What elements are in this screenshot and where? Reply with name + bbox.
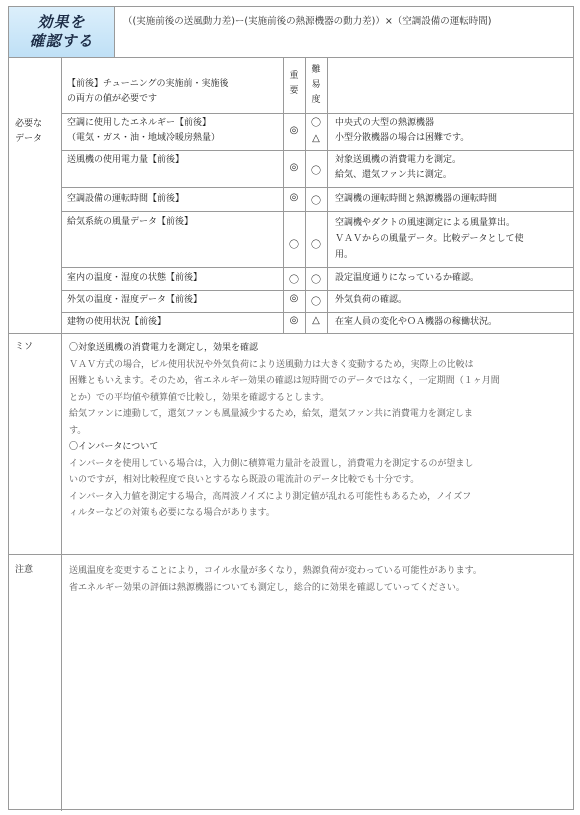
table-row-note: 中央式の大型の熱源機器 小型分散機器の場合は困難です。 [335,118,470,143]
importance-header: 重 要 [289,71,299,96]
table-row-note: 在室人員の変化やＯＡ機器の稼働状況。 [335,317,498,327]
caution-line: 送風温度を変更することにより，コイル水量が多くなり，熱源負荷が変わっている可能性があります。 [69,566,482,576]
table-row-note: 外気負荷の確認。 [335,295,408,305]
miso-line: 給気ファンに連動して，還気ファンも風量減少するため，給気，還気ファン共に消費電力を測定しま [69,409,473,419]
difficulty-mark: 〇 [311,297,321,308]
table-row-note: 空調機の運転時間と熱源機器の運転時間 [335,194,498,204]
table-row-item: 建物の使用状況【前後】 [67,317,167,327]
header-band [9,7,573,58]
miso-line: 〇インバータについて [69,442,159,452]
miso-line: いのですが，相対比較程度で良いとするなら既設の電流計のデータ比較でも十分です。 [69,475,420,485]
caution-body [69,563,569,596]
miso-line: ＶＡＶ方式の場合，ビル使用状況や外気負荷により送風動力は大きく変動するため，実際上の比較は [69,359,474,370]
miso-line: 困難ともいえます。そのため，省エネルギー効果の確認は短時間でのデータではなく，一定期間（１ヶ月間 [69,376,500,386]
table-row-item: 給気系統の風量データ【前後】 [67,217,194,227]
importance-mark: ◎ [289,315,299,326]
section-title-line2: 確認する [29,32,94,50]
importance-mark: ◎ [289,162,299,173]
difficulty-mark: 〇 [311,196,321,207]
section-title-block [9,7,115,57]
importance-mark: ◎ [289,192,299,203]
sheet [8,6,574,810]
difficulty-mark: 〇 △ [311,118,321,144]
table-row-item: 空調に使用したエネルギー【前後】 （電気・ガス・油・地域冷暖房熱量） [67,118,221,143]
section-title-line1: 効果を [37,13,86,31]
caution-label: 注意 [15,565,34,575]
miso-label: ミソ [15,342,34,352]
table-row-item: 外気の温度・湿度データ【前後】 [67,295,203,305]
importance-mark: ◎ [289,293,299,304]
required-data-intro: 【前後】チューニングの実施前・実施後 の両方の値が必要です [67,79,229,104]
miso-line: とか）での平均値や積算値で比較し，効果を確認するとします。 [69,392,330,403]
table-row-note: 設定温度通りになっているか確認。 [335,273,480,283]
miso-line: インバータ入力値を測定する場合，高周波ノイズにより測定値が乱れる可能性もあるため，ノイズフ [69,491,472,502]
importance-mark: 〇 [289,275,299,286]
difficulty-header: 難 易 度 [311,65,321,105]
difficulty-mark: 〇 [311,240,321,251]
importance-mark: 〇 [289,240,299,251]
importance-mark: ◎ [289,125,299,136]
table-row-note: 空調機やダクトの風速測定による風量算出。 ＶＡＶからの風量データ。比較データとして使 用。 [335,218,524,260]
miso-line: 〇対象送風機の消費電力を測定し，効果を確認 [69,343,259,353]
table-row-note: 対象送風機の消費電力を測定。 給気、還気ファン共に測定。 [335,155,462,180]
miso-line: ィルターなどの対策も必要になる場合があります。 [69,508,275,518]
caution-line: 省エネルギー効果の評価は熱源機器についても測定し，総合的に効果を確認していってください。 [69,582,465,593]
miso-line: インバータを使用している場合は，入力側に積算電力量計を設置し，消費電力を測定するのが望まし [69,458,474,469]
table-row-item: 空調設備の運転時間【前後】 [67,194,185,204]
table-row-item: 室内の温度・湿度の状態【前後】 [67,273,203,283]
effect-formula: （(実施前後の送風動力差)ー(実施前後の熱源機器の動力差)）×（空調設備の運転時間) [123,16,492,27]
difficulty-mark: 〇 [311,275,321,286]
difficulty-mark: △ [312,315,320,326]
difficulty-mark: 〇 [311,166,321,177]
miso-body [69,340,569,522]
required-data-label: 必要な データ [15,119,43,144]
miso-line: す。 [69,425,87,436]
table-row-item: 送風機の使用電力量【前後】 [67,155,185,165]
